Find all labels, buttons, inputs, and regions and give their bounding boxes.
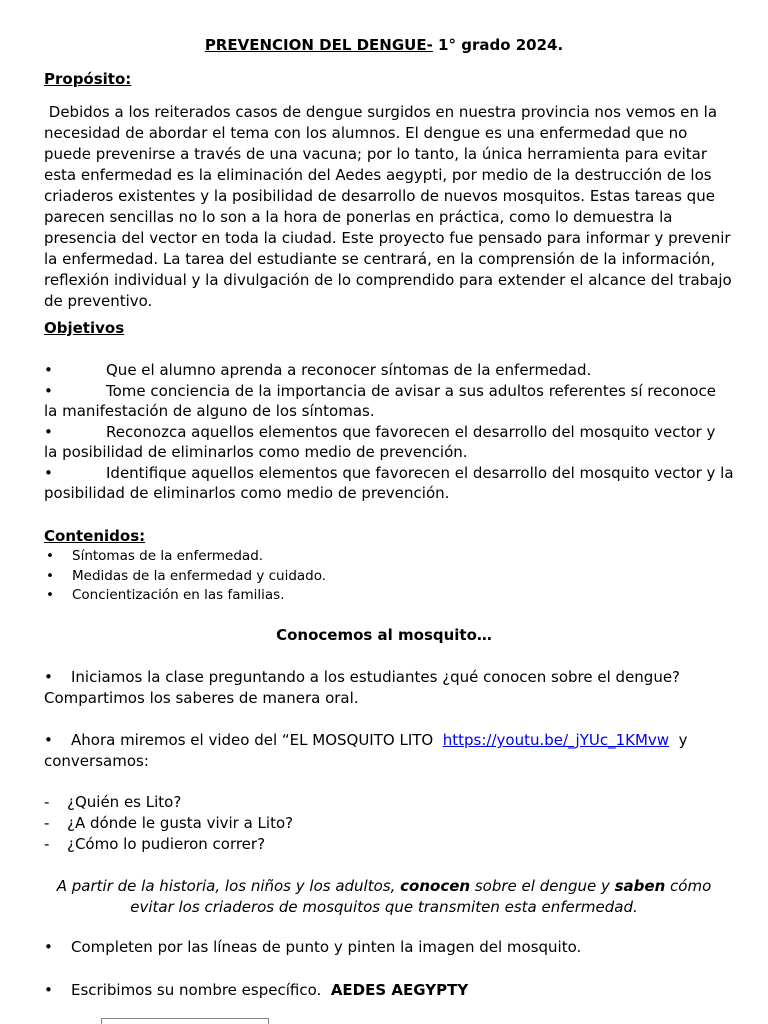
species-name: AEDES AEGYPTY bbox=[330, 981, 469, 999]
list-item bbox=[44, 381, 734, 402]
bullet-icon: • bbox=[44, 361, 53, 379]
item-text: Reconozca aquellos elementos que favorecen el desarrollo del mosquito vector y bbox=[106, 422, 716, 441]
dash-icon: - bbox=[44, 793, 50, 811]
paragraph-line: parecen sencillas no lo son a la hora de ponerlas en práctica, como lo demuestra la bbox=[44, 208, 673, 226]
item-text: Completen por las líneas de punto y pinten la imagen del mosquito. bbox=[71, 938, 582, 956]
item-text: Iniciamos la clase preguntando a los estudiantes ¿qué conocen sobre el dengue? bbox=[71, 668, 681, 686]
bullet-icon: • bbox=[46, 567, 54, 584]
bullet-icon: • bbox=[44, 938, 53, 956]
bullet-icon: • bbox=[44, 422, 53, 441]
list-item bbox=[44, 813, 293, 834]
item-text: Medidas de la enfermedad y cuidado. bbox=[72, 567, 327, 584]
paragraph-line: puede prevenirse a través de una vacuna; por lo tanto, la única herramienta para evitar bbox=[44, 145, 707, 163]
list-item-cont: Compartimos los saberes de manera oral. bbox=[44, 689, 359, 707]
paragraph-line: esta enfermedad es la eliminación del Aedes aegypti, por medio de la destrucción de los bbox=[44, 166, 712, 184]
bullet-icon: • bbox=[44, 668, 53, 686]
list-item-cont: la posibilidad de eliminarlos como medio de prevención. bbox=[44, 443, 468, 461]
proposito-paragraph bbox=[44, 102, 744, 312]
item-text: Síntomas de la enfermedad. bbox=[72, 548, 264, 564]
task-1 bbox=[44, 937, 581, 958]
item-text: Escribimos su nombre específico. bbox=[71, 981, 331, 999]
paragraph-line: Debidos a los reiterados casos de dengue surgidos en nuestra provincia nos vemos en la bbox=[44, 103, 718, 121]
section-heading: Conocemos al mosquito… bbox=[276, 626, 492, 644]
list-item-cont: posibilidad de eliminarlos como medio de prevención. bbox=[44, 484, 450, 502]
objetivos-heading: Objetivos bbox=[44, 319, 125, 337]
bullet-icon: • bbox=[44, 463, 53, 482]
item-text: Que el alumno aprenda a reconocer síntomas de la enfermedad. bbox=[106, 361, 592, 379]
paragraph-line: reflexión individual y la divulgación de lo comprendido para extender el alcance del trabajo bbox=[44, 271, 732, 289]
bold-text: saben bbox=[614, 877, 666, 895]
item-text: ¿A dónde le gusta vivir a Lito? bbox=[67, 814, 294, 832]
dash-icon: - bbox=[44, 814, 50, 832]
proposito-heading: Propósito: bbox=[44, 70, 132, 88]
bullet-icon: • bbox=[44, 731, 53, 749]
image-frame bbox=[101, 1018, 269, 1024]
list-item bbox=[44, 667, 680, 688]
list-item bbox=[44, 422, 734, 443]
italic-text: cómo bbox=[665, 877, 712, 895]
contenidos-list bbox=[46, 547, 326, 606]
page-title bbox=[0, 36, 768, 54]
paragraph-line: criaderos existentes y la posibilidad de desarrollo de nuevos mosquitos. Estas tareas que bbox=[44, 187, 715, 205]
title-underlined: PREVENCION DEL DENGUE- bbox=[204, 36, 433, 54]
list-item-cont: conversamos: bbox=[44, 752, 149, 770]
italic-line: evitar los criaderos de mosquitos que transmiten esta enfermedad. bbox=[130, 898, 638, 916]
list-item bbox=[44, 360, 734, 381]
list-item bbox=[46, 567, 326, 587]
objetivos-list bbox=[44, 360, 734, 504]
paragraph-line: la enfermedad. La tarea del estudiante se centrará, en la comprensión de la información, bbox=[44, 250, 716, 268]
paragraph-line: necesidad de abordar el tema con los alumnos. El dengue es una enfermedad que no bbox=[44, 124, 688, 142]
item-text: ¿Cómo lo pudieron correr? bbox=[67, 835, 266, 853]
italic-text: A partir de la historia, los niños y los adultos, bbox=[56, 877, 401, 895]
item-text: Tome conciencia de la importancia de avisar a sus adultos referentes sí reconoce bbox=[106, 381, 716, 400]
list-item bbox=[46, 547, 326, 567]
dash-icon: - bbox=[44, 835, 50, 853]
paragraph-line: presencia del vector en toda la ciudad. Este proyecto fue pensado para informar y prevenir bbox=[44, 229, 731, 247]
bullet-icon: • bbox=[44, 981, 53, 999]
activity-video bbox=[44, 730, 688, 772]
bold-text: conocen bbox=[400, 877, 471, 895]
italic-paragraph bbox=[0, 876, 768, 918]
title-rest: 1° grado 2024. bbox=[432, 36, 564, 54]
italic-line bbox=[0, 876, 768, 897]
list-item-cont: la manifestación de alguno de los síntomas. bbox=[44, 402, 375, 420]
list-item bbox=[44, 792, 293, 813]
contenidos-heading: Contenidos: bbox=[44, 527, 146, 545]
list-item bbox=[44, 463, 734, 484]
item-text: Identifique aquellos elementos que favorecen el desarrollo del mosquito vector y la bbox=[106, 463, 734, 482]
bullet-icon: • bbox=[46, 548, 54, 564]
list-item bbox=[46, 586, 326, 606]
activity-intro bbox=[44, 667, 680, 709]
list-item bbox=[44, 730, 688, 751]
list-item bbox=[44, 834, 293, 855]
video-link[interactable]: https://youtu.be/_jYUc_1KMvw bbox=[442, 731, 670, 749]
bullet-icon: • bbox=[46, 587, 54, 603]
item-text: y bbox=[669, 731, 688, 749]
bullet-icon: • bbox=[44, 381, 53, 400]
paragraph-line: de preventivo. bbox=[44, 292, 153, 310]
task-2 bbox=[44, 980, 468, 1001]
questions-list bbox=[44, 792, 293, 855]
item-text: Ahora miremos el video del “EL MOSQUITO LITO bbox=[71, 731, 443, 749]
item-text: Concientización en las familias. bbox=[72, 587, 285, 603]
italic-text: sobre el dengue y bbox=[470, 877, 615, 895]
item-text: ¿Quién es Lito? bbox=[67, 793, 182, 811]
